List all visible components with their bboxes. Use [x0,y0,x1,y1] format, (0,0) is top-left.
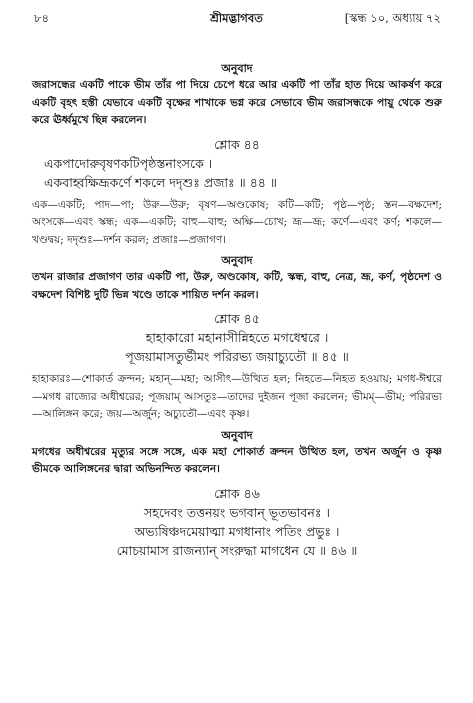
verse-44-translation: তখন রাজার প্রজাগণ তার একটি পা, উরু, অণ্ডকোষ, কটি, স্কন্ধ, বাহু, নেত্র, ভ্রূ, কর্ণ, পৃষ্ঠদেশ ও বক্ষদেশ বিশিষ্ট দুটি ভিন্ন খণ্ডে তাকে শায়িত দর্শন করল। [32,271,442,301]
verse-45-line-1: হাহাকারো মহানাসীন্নিহতে মগধেশ্বরে । [145,330,329,345]
page-body [32,60,442,560]
page-header [0,10,473,28]
verse-46-heading: শ্লোক ৪৬ [214,485,260,501]
verse-44-line-2: একবাহ্বক্ষিভ্রূকর্ণে শকলে দদৃশুঃ প্রজাঃ ॥ ৪৪ ॥ [44,174,277,190]
verse-44-translation-heading: অনুবাদ [221,254,253,267]
verse-45-heading: শ্লোক ৪৫ [214,311,260,326]
verse-45-synonyms: হাহাকারঃ—শোকার্ত ক্রন্দন; মহান্—মহা; আসীৎ—উত্থিত হল; নিহতে—নিহত হওয়ায়; মগধ-ঈশ্বরে—মগধ রাজ্যের অধীশ্বরের; পূজয়াম্ আসতুঃ—তাদের দুইজন পূজা করলেন; ভীমম্—ভীম; পরিরভ্য—আলিঙ্গন করে; জয়—অর্জুন; অচ্যুতৌ—এবং কৃষ্ণ। [32,373,442,420]
verse-46-line-1: সহদেবং তত্তনয়ং ভগবান্ ভূতভাবনঃ । [144,504,330,520]
verse-44-heading: শ্লোক ৪৪ [214,136,260,152]
page-number: ৮৪ [34,11,49,25]
verse-44-synonyms: এক—একটি; পাদ—পা; উরু—উরু; বৃষণ—অণ্ডকোষ; কটি—কটি; পৃষ্ঠ—পৃষ্ঠ; স্তন—বক্ষদেশ; অংসকে—এবং স্কন্ধ; এক—একটি; বাহু—বাহু; অক্ষি—চোখ; ভ্রূ—ভ্রূ; কর্ণে—এবং কর্ণ; শকলে—খণ্ডদ্বয়; দদৃশুঃ—দর্শন করল; প্রজাঃ—প্রজাগণ। [32,198,442,246]
translation-heading: অনুবাদ [221,62,253,75]
verse-44-line-1: একপাদোরুবৃষণকটিপৃষ্ঠস্তনাংসকে । [44,155,213,171]
verse-45-line-2: পূজয়ামাসতুর্ভীমং পরিরভ্য জয়াচ্যুতৌ ॥ ৪৫ ॥ [125,349,349,364]
verse-46-line-3: মোচয়ামাস রাজন্যান্ সংরুদ্ধা মাগধেন যে ॥ ৪৬ ॥ [116,542,358,558]
verse-45-translation: মগধের অধীশ্বরের মৃত্যুর সঙ্গে সঙ্গে, এক মহা শোকার্ত ক্রন্দন উত্থিত হল, তখন অর্জুন ও কৃষ্ণ ভীমকে আলিঙ্গনের দ্বারা অভিনন্দিত করলেন। [32,445,442,475]
book-title: শ্রীমদ্ভাগবত [210,11,263,25]
verse-45-translation-heading: অনুবাদ [221,428,253,442]
verse-46-line-2: অভ্যষিঞ্চদমেয়াত্মা মগধানাং পতিং প্রভুঃ । [134,523,340,539]
translation-text: জরাসন্ধের একটি পাকে ভীম তাঁর পা দিয়ে চেপে ধরে আর একটি পা তাঁর হাত দিয়ে আকর্ষণ করে একটি বৃহৎ হস্তী যেভাবে একটি বৃক্ষের শাখাকে ভগ্ন করে সেভাবে ভীম জরাসন্ধকে পায়ু থেকে শুরু করে ঊর্ধ্বমুখে ছিন্ন করলেন। [32,79,442,126]
section-reference: [স্কন্ধ ১০, অধ্যায় ৭২ [344,11,441,25]
